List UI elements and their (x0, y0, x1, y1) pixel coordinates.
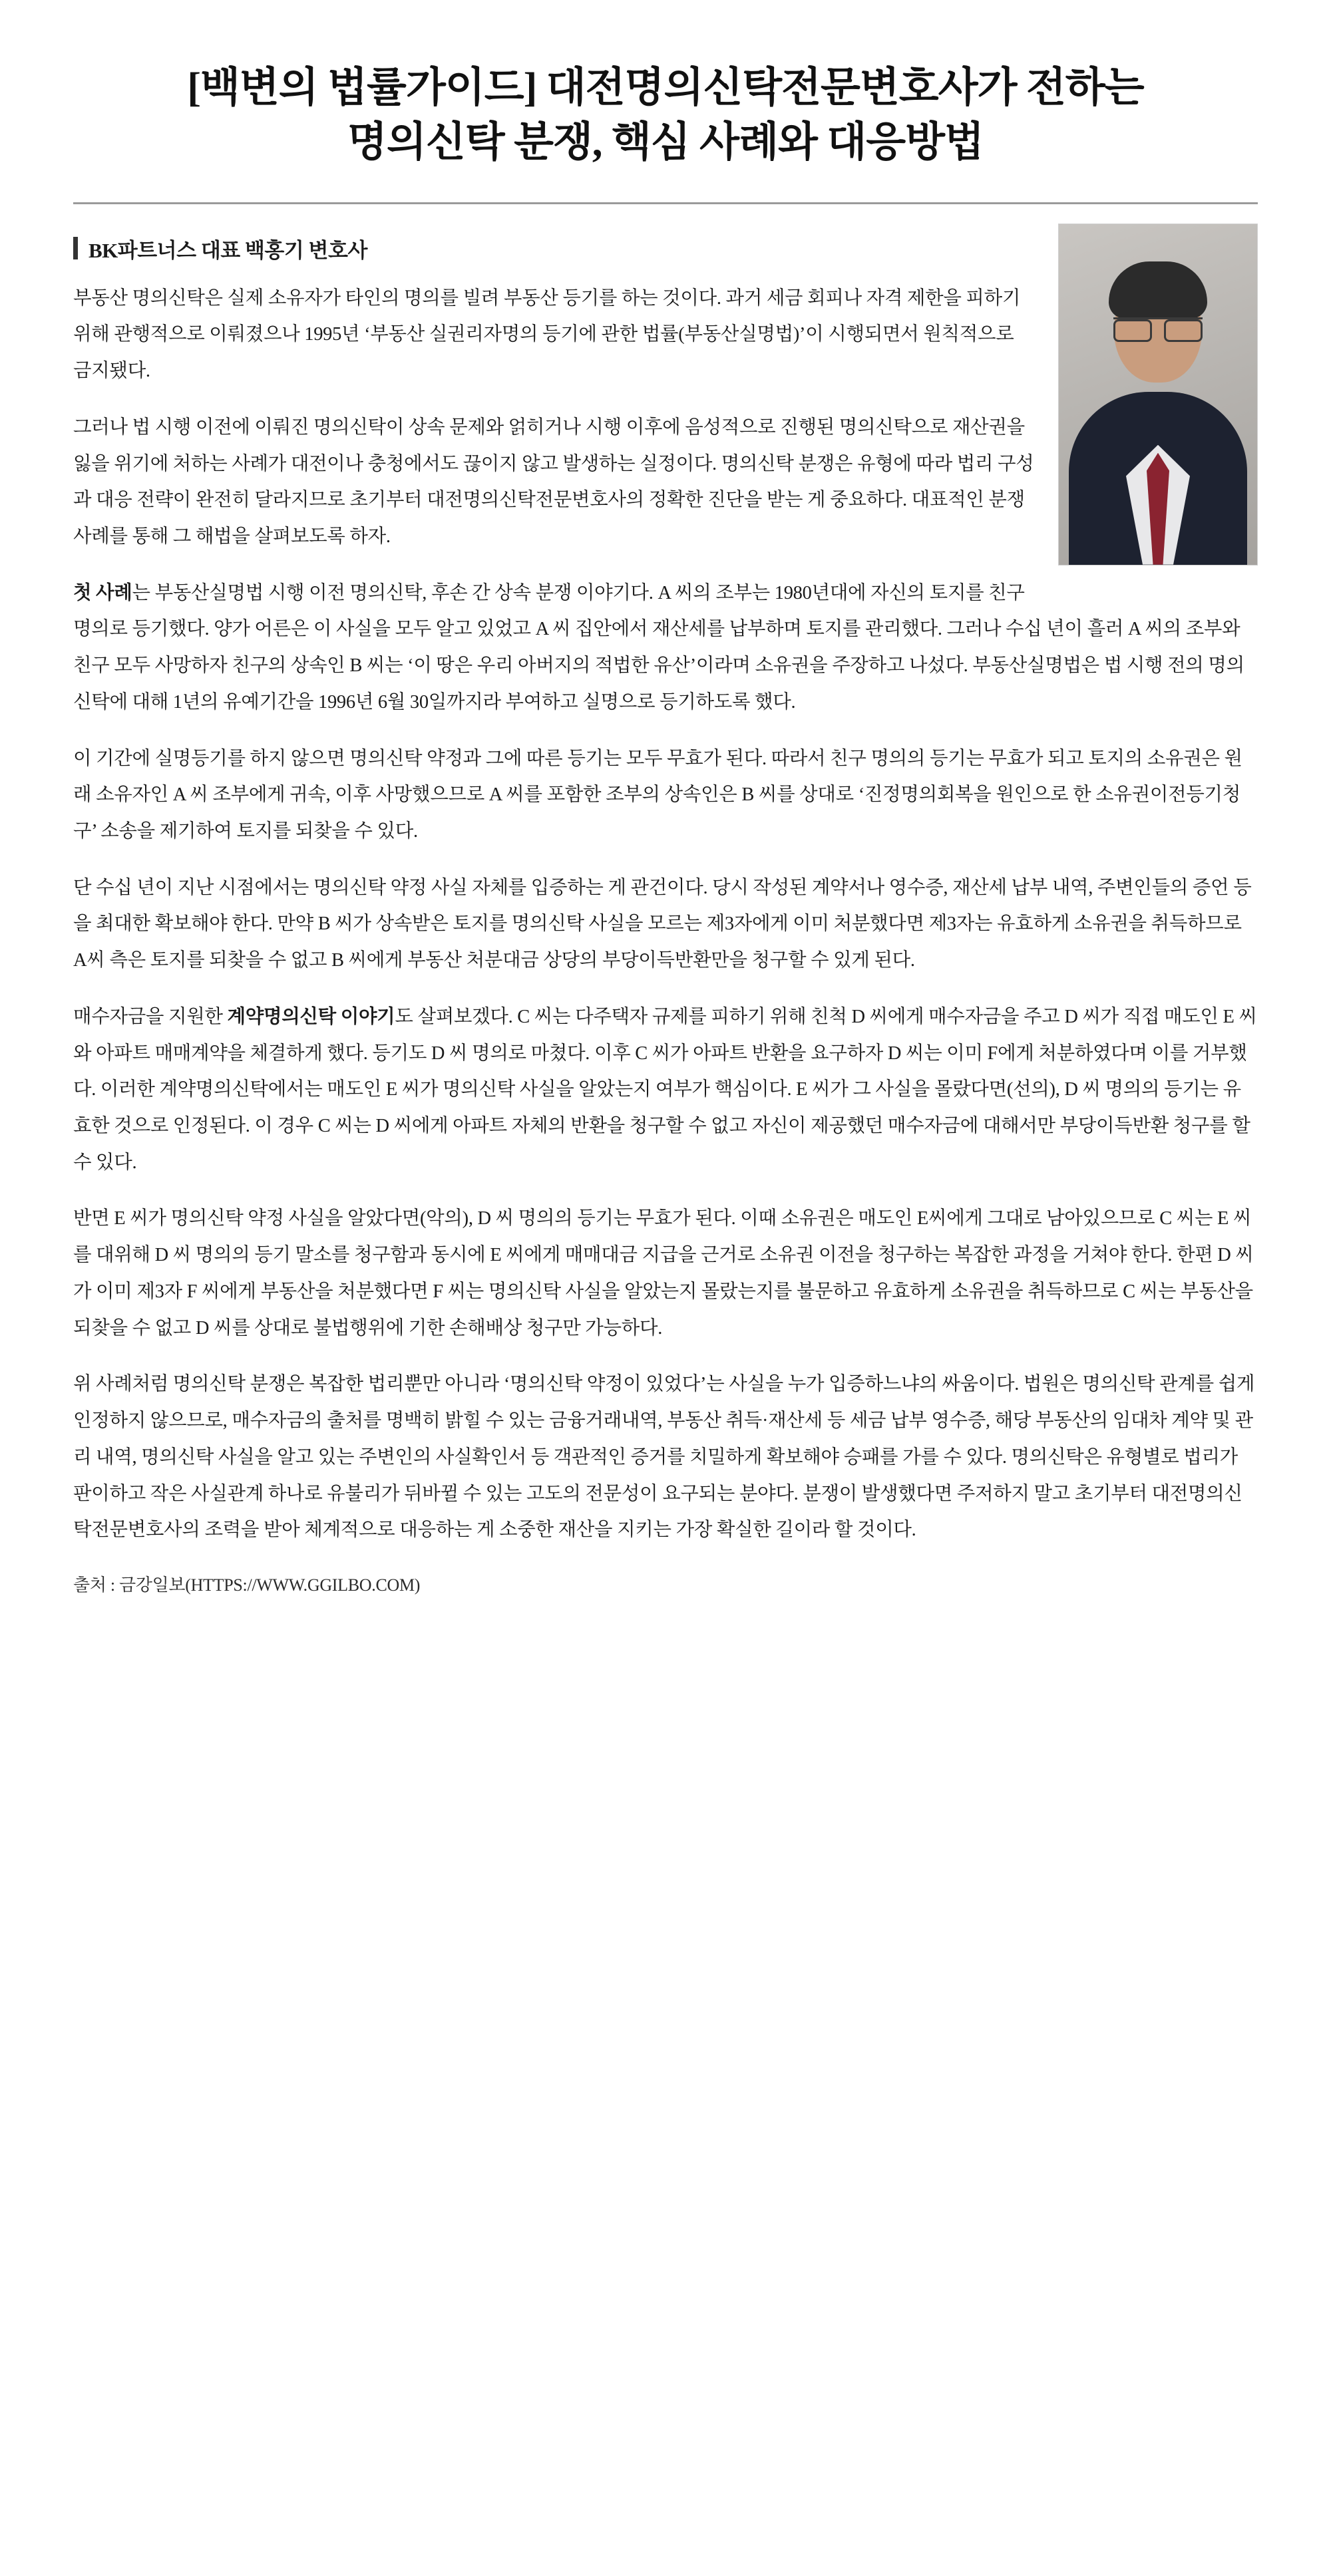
paragraph-lead: 계약명의신탁 이야기 (227, 1006, 395, 1027)
paragraph (73, 999, 1258, 1182)
byline (73, 234, 367, 263)
paragraph: 반면 E 씨가 명의신탁 약정 사실을 알았다면(악의), D 씨 명의의 등기는 무효가 된다. 이때 소유권은 매도인 E씨에게 그대로 남아있으므로 C 씨는 E 씨를 대위해 D 씨 명의의 등기 말소를 청구함과 동시에 E 씨에게 매매대금 지급을 근거로 소유권 이전을 청구하는 복잡한 과정을 거쳐야 한다. 한편 D 씨가 이미 제3자 F 씨에게 부동산을 처분했다면 F 씨는 명의신탁 사실을 알았는지 몰랐는지를 불문하고 유효하게 소유권을 취득하므로 C 씨는 부동산을 되찾을 수 없고 D 씨를 상대로 불법행위에 기한 손해배상 청구만 가능하다. (73, 1208, 1254, 1339)
article-source: 출처 : 금강일보(HTTPS://WWW.GGILBO.COM) (73, 1575, 421, 1595)
paragraph: 그러나 법 시행 이전에 이뤄진 명의신탁이 상속 문제와 얽히거나 시행 이후에 음성적으로 진행된 명의신탁으로 재산권을 잃을 위기에 처하는 사례가 대전이나 충청에서도 끊이지 않고 발생하는 실정이다. 명의신탁 분쟁은 유형에 따라 법리 구성과 대응 전략이 완전히 달라지므로 초기부터 대전명의신탁전문변호사의 정확한 진단을 받는 게 중요하다. 대표적인 분쟁 사례를 통해 그 해법을 살펴보도록 하자. (73, 416, 1034, 547)
byline-accent-bar (73, 237, 78, 259)
author-portrait-image (1058, 224, 1258, 565)
headline-line-1: [백변의 법률가이드] 대전명의신탁전문변호사가 전하는 (187, 65, 1144, 110)
paragraph: 단 수십 년이 지난 시점에서는 명의신탁 약정 사실 자체를 입증하는 게 관건이다. 당시 작성된 계약서나 영수증, 재산세 납부 내역, 주변인들의 증언 등을 최대한 확보해야 한다. 만약 B 씨가 상속받은 토지를 명의신탁 사실을 모르는 제3자에게 이미 처분했다면 제3자는 유효하게 소유권을 취득하므로 A씨 측은 토지를 되찾을 수 없고 B 씨에게 부동산 처분대금 상당의 부당이득반환만을 청구할 수 있게 된다. (73, 877, 1252, 971)
paragraph-text: 는 부동산실명법 시행 이전 명의신탁, 후손 간 상속 분쟁 이야기다. A 씨의 조부는 1980년대에 자신의 토지를 친구 명의로 등기했다. 양가 어른은 이 사실을 모두 알고 있었고 A 씨 집안에서 재산세를 납부하며 토지를 관리했다. 그러나 수십 년이 흘러 A 씨의 조부와 친구 모두 사망하자 친구의 상속인 B 씨는 ‘이 땅은 우리 아버지의 적법한 유산’이라며 소유권을 주장하고 나섰다. 부동산실명법은 법 시행 전의 명의신탁에 대해 1년의 유예기간을 1996년 6월 30일까지라 부여하고 실명으로 등기하도록 했다. (73, 582, 1244, 713)
paragraph-lead-prefix: 매수자금을 지원한 (73, 1006, 228, 1027)
article-body (73, 281, 1258, 1596)
paragraph: 이 기간에 실명등기를 하지 않으면 명의신탁 약정과 그에 따른 등기는 모두 무효가 된다. 따라서 친구 명의의 등기는 무효가 되고 토지의 소유권은 원래 소유자인 A 씨 조부에게 귀속, 이후 사망했으므로 A 씨를 포함한 조부의 상속인은 B 씨를 상대로 ‘진정명의회복을 원인으로 한 소유권이전등기청구’ 소송을 제기하여 토지를 되찾을 수 있다. (73, 748, 1242, 842)
paragraph (73, 575, 1258, 721)
paragraph: 부동산 명의신탁은 실제 소유자가 타인의 명의를 빌려 부동산 등기를 하는 것이다. 과거 세금 회피나 자격 제한을 피하기 위해 관행적으로 이뤄졌으나 1995년 ‘부동산 실권리자명의 등기에 관한 법률(부동산실명법)’이 시행되면서 원칙적으로 금지됐다. (73, 287, 1021, 382)
paragraph: 위 사례처럼 명의신탁 분쟁은 복잡한 법리뿐만 아니라 ‘명의신탁 약정이 있었다’는 사실을 누가 입증하느냐의 싸움이다. 법원은 명의신탁 관계를 쉽게 인정하지 않으므로, 매수자금의 출처를 명백히 밝힐 수 있는 금융거래내역, 부동산 취득·재산세 등 세금 납부 영수증, 해당 부동산의 임대차 계약 및 관리 내역, 명의신탁 사실을 알고 있는 주변인의 사실확인서 등 객관적인 증거를 치밀하게 확보해야 승패를 가를 수 있다. 명의신탁은 유형별로 법리가 판이하고 작은 사실관계 하나로 유불리가 뒤바뀔 수 있는 고도의 전문성이 요구되는 분야다. 분쟁이 발생했다면 주저하지 말고 초기부터 대전명의신탁전문변호사의 조력을 받아 체계적으로 대응하는 게 소중한 재산을 지키는 가장 확실한 길이라 할 것이다. (73, 1374, 1255, 1541)
title-divider (73, 202, 1258, 204)
paragraph-lead: 첫 사례 (73, 582, 132, 603)
portrait-glasses (1113, 317, 1203, 339)
headline-line-2: 명의신탁 분쟁, 핵심 사례와 대응방법 (347, 119, 984, 165)
page-title (80, 61, 1251, 170)
paragraph-text: 도 살펴보겠다. C 씨는 다주택자 규제를 피하기 위해 친척 D 씨에게 매수자금을 주고 D 씨가 직접 매도인 E 씨와 아파트 매매계약을 체결하게 했다. 등기도 D 씨 명의로 마쳤다. 이후 C 씨가 아파트 반환을 요구하자 D 씨는 이미 F에게 처분하였다며 이를 거부했다. 이러한 계약명의신탁에서는 매도인 E 씨가 명의신탁 사실을 알았는지 여부가 핵심이다. E 씨가 그 사실을 몰랐다면(선의), D 씨 명의의 등기는 유효한 것으로 인정된다. 이 경우 C 씨는 D 씨에게 아파트 자체의 반환을 청구할 수 없고 자신이 제공했던 매수자금에 대해서만 부당이득반환 청구를 할 수 있다. (73, 1006, 1257, 1173)
byline-text: BK파트너스 대표 백홍기 변호사 (89, 238, 367, 262)
